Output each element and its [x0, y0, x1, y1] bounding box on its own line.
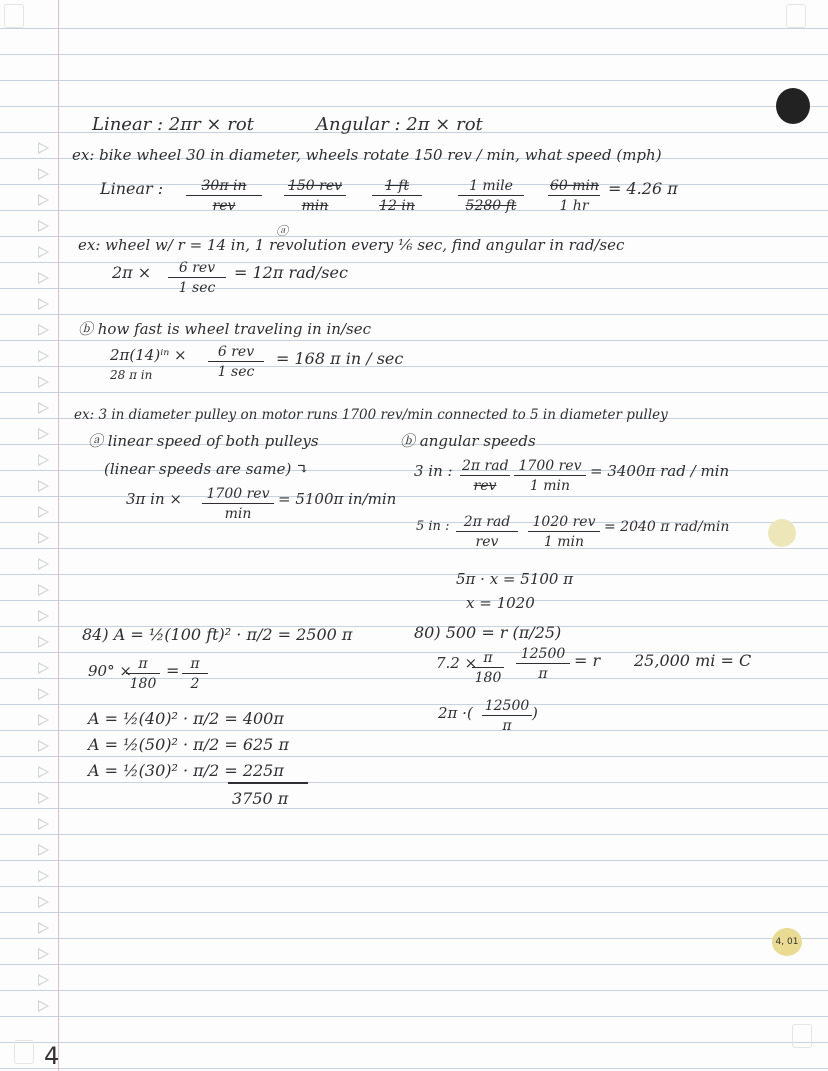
prob80-circumference: 25,000 mi = C [634, 651, 752, 670]
margin-arrow [38, 766, 49, 778]
ex2-b-lhs: 2π(14)ⁱⁿ × [110, 346, 187, 364]
ex2-b-fraction: 6 rev 1 sec [208, 344, 264, 380]
ex1-prompt: ex: bike wheel 30 in diameter, wheels rotate 150 rev / min, what speed (mph) [72, 146, 662, 164]
ex3-equation-2: x = 1020 [466, 594, 535, 612]
ex3-b1-fraction-2: 1700 rev 1 min [514, 458, 586, 494]
ex2-part-b-prompt: ⓑ how fast is wheel traveling in in/sec [78, 320, 371, 338]
margin-arrow [38, 870, 49, 882]
ex3-b1-fraction-1: 2π rad rev [462, 458, 509, 494]
prob80-c-rhs: ) [532, 704, 538, 722]
ex3-b-title: ⓑ angular speeds [400, 432, 536, 450]
ex1-fraction-5: 60 min 1 hr [550, 178, 600, 214]
prob84-area-2: A = ½(50)² · π/2 = 625 π [88, 735, 289, 754]
prob84-total: 3750 π [232, 789, 289, 808]
ex1-fraction-4: 1 mile 5280 ft [458, 178, 524, 214]
ex3-b1-label: 3 in : [414, 462, 453, 480]
margin-arrow [38, 246, 49, 258]
margin-arrow [38, 922, 49, 934]
margin-arrow [38, 610, 49, 622]
corner-mark-top-left [4, 4, 24, 28]
ex2-lhs: 2π × [112, 263, 152, 282]
prob84-conv-equals: = [166, 661, 180, 680]
prob80-r-equals: = r [574, 651, 601, 670]
ex3-b2-fraction-1: 2π rad rev [456, 514, 518, 550]
ex1-label: Linear : [100, 179, 164, 198]
prob84-conv-lhs: 90° × [88, 662, 132, 680]
margin-arrow [38, 1000, 49, 1012]
ex2-b-sub: 28 π in [110, 368, 153, 382]
margin-arrow [38, 506, 49, 518]
margin-arrow [38, 454, 49, 466]
sticker-label: 4, 01 [772, 928, 802, 956]
prob80-lhs: 7.2 × [436, 654, 478, 672]
margin-arrow [38, 896, 49, 908]
margin-arrow [38, 662, 49, 674]
prob80-fraction: $\frac{\pi}{180}$ [472, 650, 504, 686]
margin-arrow [38, 168, 49, 180]
margin-arrow [38, 480, 49, 492]
margin-arrow [38, 376, 49, 388]
prob80-c-lhs: 2π ·( [438, 704, 473, 722]
ex2-prompt: ex: wheel w/ r = 14 in, 1 revolution every ⅙ sec, find angular in rad/sec [78, 236, 625, 254]
prob84-area-1: A = ½(40)² · π/2 = 400π [88, 709, 284, 728]
corner-mark-bottom-right [792, 1024, 812, 1048]
margin-arrow [38, 558, 49, 570]
ex1-fraction-1: 30π in rev [186, 178, 262, 214]
ex3-b2-result: = 2040 π rad/min [604, 519, 730, 535]
prob80-c-fraction: $\frac{12500}{\pi}$ [482, 698, 532, 734]
margin-arrow [38, 402, 49, 414]
prob80-line1: 80) 500 = r (π/25) [414, 623, 562, 642]
prob84-line1: 84) A = ½(100 ft)² · π/2 = 2500 π [82, 625, 353, 644]
linear-formula: Linear : 2πr × rot [92, 114, 254, 135]
margin-arrow [38, 844, 49, 856]
margin-arrow [38, 350, 49, 362]
punch-hole-light [768, 519, 796, 547]
margin-arrow [38, 298, 49, 310]
margin-arrow [38, 220, 49, 232]
prob84-sum-line [228, 782, 308, 784]
ex3-a-note: (linear speeds are same) ↴ [104, 460, 309, 478]
ex3-prompt: ex: 3 in diameter pulley on motor runs 1700 rev/min connected to 5 in diameter pulley [74, 407, 668, 423]
ex3-a-title: ⓐ linear speed of both pulleys [88, 432, 319, 450]
ex2-b-result: = 168 π in / sec [276, 349, 404, 368]
margin-arrow [38, 584, 49, 596]
ex1-fraction-3: $\frac{1 ft}{12 in}$ [372, 178, 422, 214]
margin-arrow [38, 740, 49, 752]
margin-arrow [38, 948, 49, 960]
ex3-a-lhs: 3π in × [126, 490, 182, 508]
margin-arrow [38, 142, 49, 154]
prob80-r-fraction: $\frac{12500}{\pi}$ [516, 646, 570, 682]
ex3-b2-fraction-2: 1020 rev 1 min [528, 514, 600, 550]
margin-line [58, 0, 59, 1071]
ex2-marker-a: ⓐ [276, 224, 289, 238]
ex2-result: = 12π rad/sec [234, 263, 348, 282]
ex3-equation-1: 5π · x = 5100 π [456, 570, 574, 588]
ex3-b2-label: 5 in : [416, 519, 450, 534]
punch-hole-dark [776, 88, 810, 124]
margin-arrow [38, 714, 49, 726]
margin-arrow [38, 428, 49, 440]
margin-arrow [38, 688, 49, 700]
corner-mark-top-right [786, 4, 806, 28]
margin-arrow [38, 818, 49, 830]
ex1-fraction-2: 150 rev min [284, 178, 346, 214]
ex3-a-result: = 5100π in/min [278, 490, 397, 508]
angular-formula: Angular : 2π × rot [316, 114, 483, 135]
margin-arrow [38, 974, 49, 986]
prob84-area-3: A = ½(30)² · π/2 = 225π [88, 761, 284, 780]
ex1-result: = 4.26 π [608, 179, 678, 198]
margin-arrow [38, 636, 49, 648]
corner-mark-bottom-left [14, 1040, 34, 1064]
prob84-conv-result: $\frac{\pi}{2}$ [182, 656, 208, 692]
ex2-fraction: 6 rev 1 sec [168, 260, 226, 296]
margin-arrow [38, 194, 49, 206]
prob84-conv-fraction: $\frac{\pi}{180}$ [126, 656, 160, 692]
margin-arrow [38, 324, 49, 336]
page-number: 4 [44, 1042, 60, 1070]
margin-arrow [38, 532, 49, 544]
ex3-a-fraction: 1700 rev min [202, 486, 274, 522]
margin-arrow [38, 792, 49, 804]
ex3-b1-result: = 3400π rad / min [590, 462, 730, 480]
margin-arrow [38, 272, 49, 284]
